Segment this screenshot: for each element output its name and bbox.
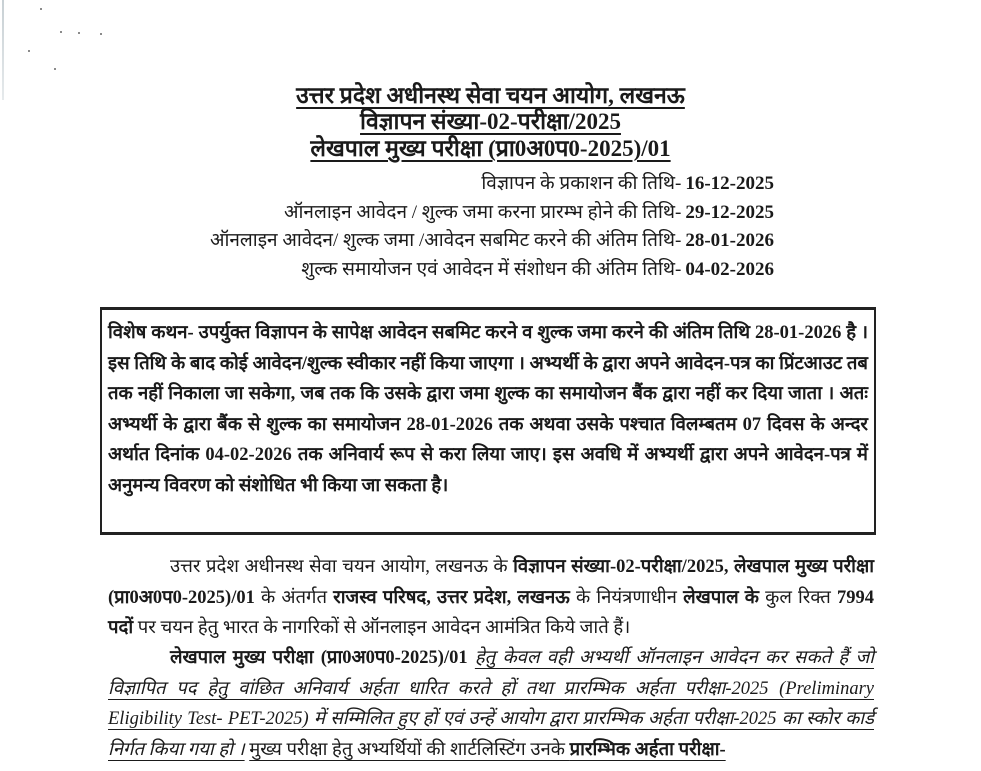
scan-speck (40, 8, 42, 10)
special-notice-text: विशेष कथन- उपर्युक्त विज्ञापन के सापेक्ष आवेदन सबमिट करने व शुल्क जमा करने की अंतिम तिथि 28-01-2026 है । इस तिथि के बाद कोई आवेदन/शुल्क स्वीकार नहीं किया जाएगा । अभ्यर्थी के द्वारा अपने आवेदन-पत्र का प्रिंटआउट तब तक नहीं निकाला जा सकेगा, जब तक कि उसके द्वारा जमा शुल्क का समायोजन बैंक द्वारा नहीं कर दिया जाता । अतः अभ्यर्थी के द्वारा बैंक से शुल्क का समायोजन 28-01-2026 तक अथवा उसके पश्चात विलम्बतम 07 दिवस के अन्दर अर्थात दिनांक 04-02-2026 तक अनिवार्य रूप से करा लिया जाए। इस अवधि में अभ्यर्थी द्वारा अपने आवेदन-पत्र में अनुमन्य विवरण को संशोधित भी किया जा सकता है। (108, 323, 868, 496)
date-row-application-last: ऑनलाइन आवेदन/ शुल्क जमा /आवेदन सबमिट करने की अंतिम तिथि- 28-01-2026 (209, 230, 774, 251)
special-notice-box (100, 307, 876, 535)
scan-speck (28, 50, 30, 52)
organization-heading: उत्तर प्रदेश अधीनस्थ सेवा चयन आयोग, लखनऊ (296, 83, 685, 108)
scan-speck (100, 33, 102, 35)
scan-speck (78, 32, 80, 34)
exam-title-heading: लेखपाल मुख्य परीक्षा (प्रा0अ0प0-2025)/01 (310, 136, 671, 161)
date-row-fee-adjustment-last: शुल्क समायोजन एवं आवेदन में संशोधन की अंतिम तिथि- 04-02-2026 (301, 258, 774, 280)
date-row-publication: विज्ञापन के प्रकाशन की तिथि- 16-12-2025 (481, 173, 774, 194)
invitation-paragraph: उत्तर प्रदेश अधीनस्थ सेवा चयन आयोग, लखनऊ के विज्ञापन संख्या-02-परीक्षा/2025, लेखपाल मुख्य परीक्षा (प्रा0अ0प0-2025)/01 के अंतर्गत राजस्व परिषद, उत्तर प्रदेश, लखनऊ के नियंत्रणाधीन लेखपाल के कुल रिक्त 7994 पदों पर चयन हेतु भारत के नागरिकों से ऑनलाइन आवेदन आमंत्रित किये जाते हैं। (108, 557, 874, 638)
scan-speck (54, 68, 56, 70)
date-row-application-start: ऑनलाइन आवेदन / शुल्क जमा करना प्रारम्भ होने की तिथि- 29-12-2025 (283, 201, 774, 223)
important-dates (210, 170, 774, 284)
eligibility-paragraph: लेखपाल मुख्य परीक्षा (प्रा0अ0प0-2025)/01 हेतु केवल वही अभ्यर्थी ऑनलाइन आवेदन कर सकते हैं जो विज्ञापित पद हेतु वांछित अनिवार्य अर्हता धारित करते हों तथा प्रारम्भिक अर्हता परीक्षा-2025 (Preliminary Eligibility Test- PET-2025) में सम्मिलित हुए हों एवं उन्हें आयोग द्वारा प्रारम्भिक अर्हता परीक्षा-2025 का स्कोर कार्ड निर्गत किया गया हो । मुख्य परीक्षा हेतु अभ्यर्थियों की शार्टलिस्टिंग उनके प्रारम्भिक अर्हता परीक्षा- (108, 648, 875, 760)
advertisement-number-heading: विज्ञापन संख्या-02-परीक्षा/2025 (360, 109, 621, 134)
scan-speck (60, 31, 62, 33)
